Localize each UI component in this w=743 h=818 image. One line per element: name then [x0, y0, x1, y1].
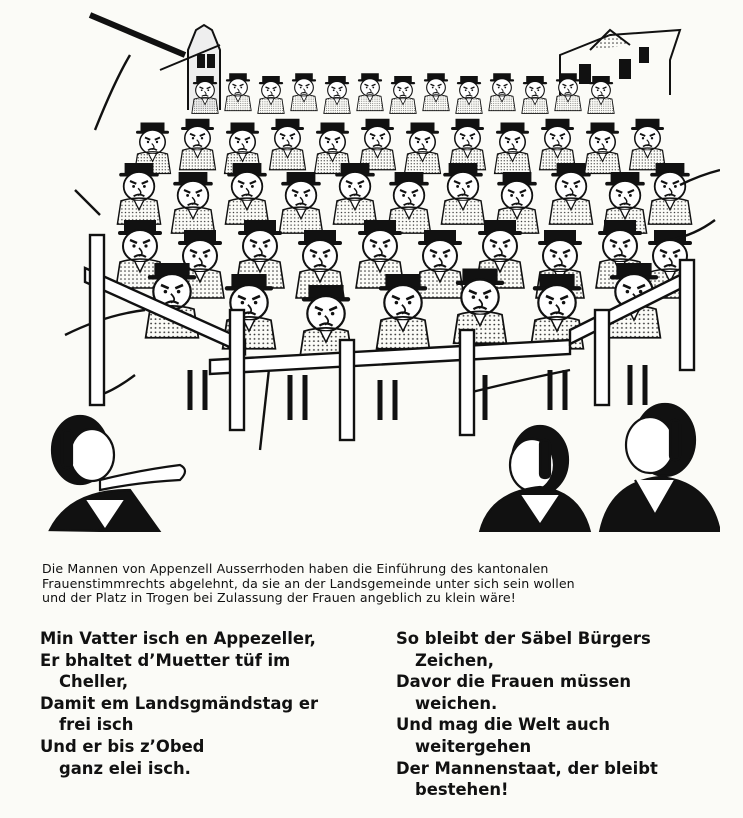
verse-line: ganz elei isch.	[59, 758, 191, 778]
crowd-of-men	[65, 55, 720, 450]
women-right	[480, 404, 720, 532]
verse-line: Und mag die Welt auch	[396, 715, 611, 735]
verse-left	[40, 628, 370, 779]
verse-line: frei isch	[59, 715, 134, 735]
caption-line: und der Platz in Trogen bei Zulassung der Frauen angeblich zu klein wäre!	[42, 590, 516, 606]
verse-line: Damit em Landsgmändstag er	[40, 693, 319, 713]
verse-line: Davor die Frauen müssen	[396, 672, 632, 692]
verse-right	[396, 628, 716, 801]
verse-line: weichen.	[415, 693, 498, 713]
verse-line: Cheller,	[59, 672, 129, 692]
verse-line: Er bhaltet d’Muetter tüf im	[40, 650, 291, 670]
verse-line: weitergehen	[415, 736, 532, 756]
verse-line: Der Mannenstaat, der bleibt	[396, 758, 658, 778]
verse-line: Min Vatter isch en Appezeller,	[40, 629, 316, 648]
caption-line: Frauenstimmrechts abgelehnt, da sie an der Landsgemeinde unter sich sein wollen	[42, 575, 575, 591]
caption	[42, 562, 714, 606]
verse-line: Und er bis z’Obed	[40, 736, 205, 756]
verse-line: Zeichen,	[415, 650, 495, 670]
verse-line: bestehen!	[415, 780, 509, 800]
caption-line: Die Mannen von Appenzell Ausserrhoden haben die Einführung des kantonalen	[42, 561, 549, 576]
verse-line: So bleibt der Säbel Bürgers	[396, 629, 651, 648]
house-building	[560, 30, 680, 95]
cartoon-illustration	[40, 10, 720, 532]
woman-left	[50, 416, 185, 532]
